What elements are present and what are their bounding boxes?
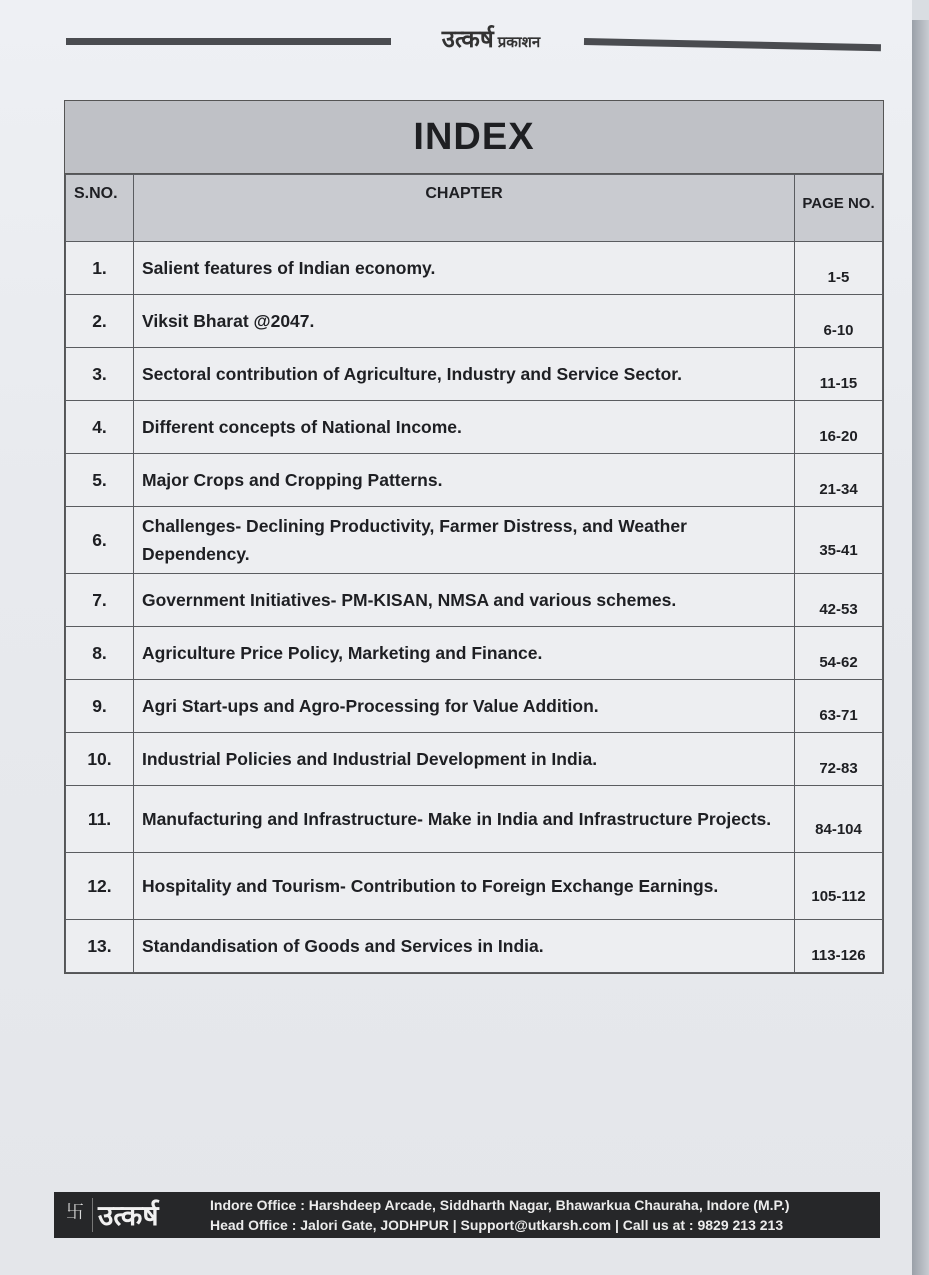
page-footer [54,1192,880,1238]
row-sno: 9. [66,680,134,733]
row-page: 113-126 [795,920,883,973]
row-chapter: Major Crops and Cropping Patterns. [134,454,795,507]
column-header-chapter: CHAPTER [134,175,795,242]
row-sno: 7. [66,574,134,627]
page-header [66,22,881,62]
head-office: Head Office : Jalori Gate, JODHPUR | Support@utkarsh.com | Call us at : 9829 213 213 [210,1217,784,1233]
row-chapter: Industrial Policies and Industrial Development in India. [134,733,795,786]
table-row [66,920,883,973]
row-sno: 13. [66,920,134,973]
table-row [66,627,883,680]
row-page: 105-112 [795,853,883,920]
table-row [66,507,883,574]
footer-emblem-icon: 卐 [58,1198,93,1232]
indore-office: Indore Office : Harshdeep Arcade, Siddharth Nagar, Bhawarkua Chauraha, Indore (M.P.) [210,1197,790,1213]
row-page: 84-104 [795,786,883,853]
row-chapter: Hospitality and Tourism- Contribution to Foreign Exchange Earnings. [134,853,795,920]
row-sno: 11. [66,786,134,853]
table-row [66,853,883,920]
row-page: 16-20 [795,401,883,454]
table-row [66,454,883,507]
row-page: 11-15 [795,348,883,401]
row-page: 72-83 [795,733,883,786]
row-sno: 10. [66,733,134,786]
row-chapter: Different concepts of National Income. [134,401,795,454]
row-sno: 2. [66,295,134,348]
footer-address [210,1195,878,1235]
row-page: 54-62 [795,627,883,680]
row-page: 35-41 [795,507,883,574]
row-sno: 12. [66,853,134,920]
table-row [66,680,883,733]
column-header-sno: S.NO. [66,175,134,242]
row-chapter: Sectoral contribution of Agriculture, Industry and Service Sector. [134,348,795,401]
row-page: 63-71 [795,680,883,733]
row-chapter: Standandisation of Goods and Services in India. [134,920,795,973]
row-chapter: Viksit Bharat @2047. [134,295,795,348]
index-title: INDEX [65,101,883,174]
row-chapter: Salient features of Indian economy. [134,242,795,295]
brand-sub: प्रकाशन [497,33,541,51]
table-row [66,733,883,786]
row-chapter: Challenges- Declining Productivity, Farmer Distress, and Weather Dependency. [134,507,795,574]
table-row [66,295,883,348]
row-sno: 6. [66,507,134,574]
row-chapter: Government Initiatives- PM-KISAN, NMSA and various schemes. [134,574,795,627]
page-edge [912,20,929,1275]
row-sno: 5. [66,454,134,507]
table-row [66,786,883,853]
row-chapter: Agri Start-ups and Agro-Processing for Value Addition. [134,680,795,733]
header-rule-right [584,38,881,51]
column-header-page: PAGE NO. [795,175,883,242]
footer-logo: उत्कर्ष [98,1199,159,1232]
index-table-container [64,100,884,974]
row-sno: 8. [66,627,134,680]
row-chapter: Agriculture Price Policy, Marketing and Finance. [134,627,795,680]
table-row [66,242,883,295]
row-sno: 4. [66,401,134,454]
row-page: 42-53 [795,574,883,627]
table-row [66,348,883,401]
row-sno: 1. [66,242,134,295]
table-header-row [66,175,883,242]
table-row [66,574,883,627]
row-page: 6-10 [795,295,883,348]
header-rule-left [66,38,391,45]
row-page: 21-34 [795,454,883,507]
row-sno: 3. [66,348,134,401]
row-page: 1-5 [795,242,883,295]
brand-main: उत्कर्ष [441,24,494,53]
row-chapter: Manufacturing and Infrastructure- Make in India and Infrastructure Projects. [134,786,795,853]
index-table [65,174,883,973]
publisher-brand [406,22,576,55]
table-row [66,401,883,454]
